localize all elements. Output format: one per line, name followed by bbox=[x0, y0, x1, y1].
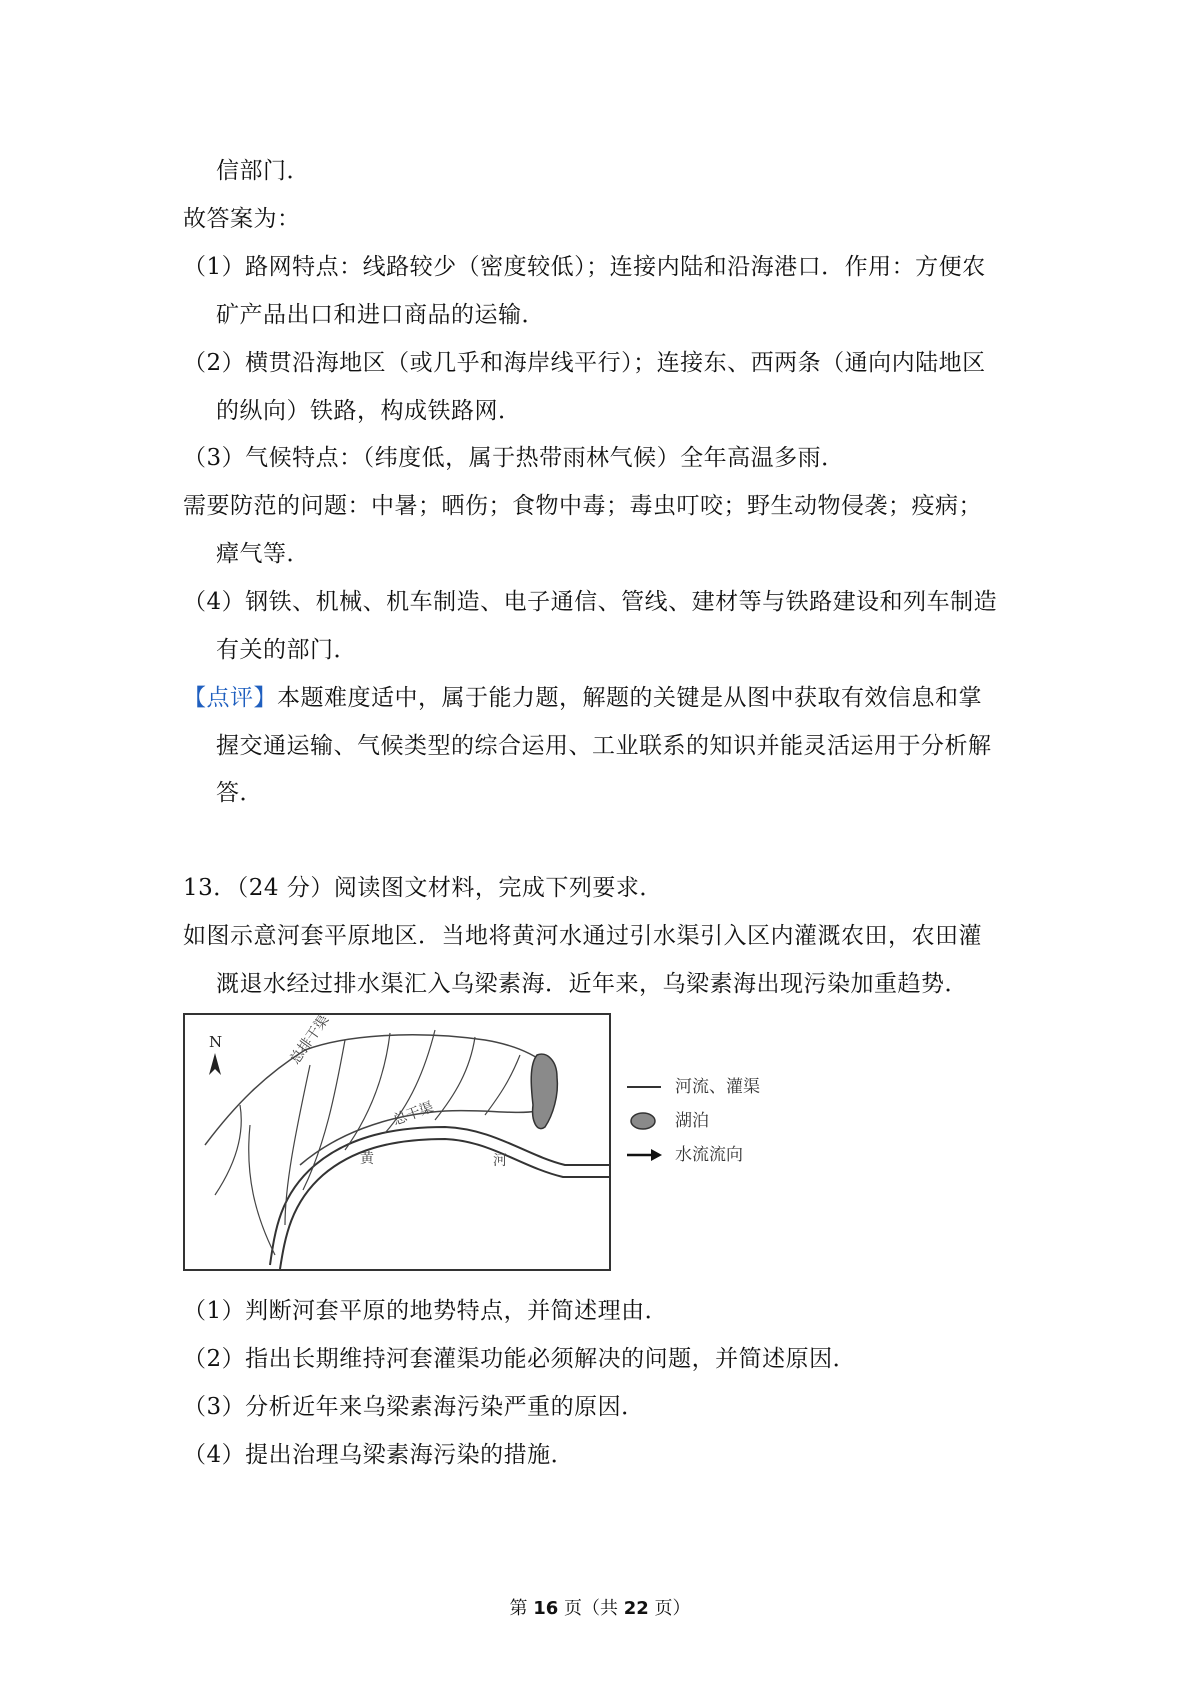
river-label-1: 黄 bbox=[360, 1151, 374, 1167]
page-number: 16 bbox=[533, 1598, 559, 1619]
review-line-2: 握交通运输、气候类型的综合运用、工业联系的知识并能灵活运用于分析解 bbox=[216, 733, 992, 759]
legend-lake bbox=[625, 1108, 785, 1134]
main-drain-label: 总排干渠 bbox=[287, 1015, 333, 1068]
arrow-icon bbox=[625, 1142, 665, 1168]
lake-wuliangsuhai bbox=[531, 1054, 557, 1128]
canal bbox=[285, 1065, 310, 1225]
line-icon bbox=[625, 1074, 665, 1100]
answer-3-line-2: 需要防范的问题：中暑；晒伤；食物中毒；毒虫叮咬；野生动物侵袭；疫病； bbox=[183, 493, 982, 519]
question-13-intro-line-2: 溉退水经过排水渠汇入乌梁素海．近年来，乌梁素海出现污染加重趋势． bbox=[216, 971, 968, 997]
question-13-intro-line-1: 如图示意河套平原地区．当地将黄河水通过引水渠引入区内灌溉农田，农田灌 bbox=[183, 923, 982, 949]
review-line-1 bbox=[183, 683, 982, 713]
footer-prefix: 第 bbox=[509, 1598, 528, 1619]
question-13-part-1: （1）判断河套平原的地势特点，并简述理由． bbox=[183, 1298, 669, 1324]
answer-3-line-3: 瘴气等． bbox=[216, 541, 310, 567]
answer-2-line-1: （2）横贯沿海地区（或几乎和海岸线平行）；连接东、西两条（通向内陆地区 bbox=[183, 350, 986, 376]
question-13-part-4: （4）提出治理乌梁素海污染的措施． bbox=[183, 1442, 575, 1468]
answer-1-line-1: （1）路网特点：线路较少（密度较低）；连接内陆和沿海港口．作用：方便农 bbox=[183, 254, 986, 280]
answer-intro: 故答案为： bbox=[183, 206, 301, 232]
answer-2-line-2: 的纵向）铁路，构成铁路网． bbox=[216, 398, 522, 424]
answer-4-line-2: 有关的部门． bbox=[216, 637, 357, 663]
canal bbox=[485, 1055, 520, 1115]
river-label-2: 河 bbox=[493, 1153, 507, 1169]
canal bbox=[435, 1037, 475, 1120]
footer-suffix: 页） bbox=[654, 1598, 691, 1619]
canal bbox=[215, 1105, 241, 1195]
review-line-3: 答． bbox=[216, 780, 263, 806]
hetao-plain-map bbox=[183, 1013, 611, 1271]
review-tag: 【点评】 bbox=[183, 685, 277, 711]
map-drawing bbox=[185, 1015, 609, 1269]
legend-flow bbox=[625, 1142, 785, 1168]
legend-label: 水流流向 bbox=[675, 1145, 743, 1165]
question-13-part-3: （3）分析近年来乌梁素海污染严重的原因． bbox=[183, 1394, 645, 1420]
page-footer bbox=[0, 1594, 1200, 1620]
answer-3-line-1: （3）气候特点：（纬度低，属于热带雨林气候）全年高温多雨． bbox=[183, 445, 845, 471]
legend-river-canal bbox=[625, 1074, 785, 1100]
canal bbox=[249, 1125, 275, 1255]
main-canal-label: 总干渠 bbox=[390, 1099, 436, 1129]
yellow-river-bank-south bbox=[280, 1139, 609, 1269]
lake-icon bbox=[625, 1108, 665, 1134]
legend-label: 湖泊 bbox=[675, 1111, 709, 1131]
continuation-line: 信部门． bbox=[216, 158, 310, 184]
answer-4-line-1: （4）钢铁、机械、机车制造、电子通信、管线、建材等与铁路建设和列车制造 bbox=[183, 589, 998, 615]
north-arrow-icon bbox=[209, 1053, 221, 1075]
north-label: N bbox=[209, 1033, 223, 1051]
review-text: 本题难度适中，属于能力题，解题的关键是从图中获取有效信息和掌 bbox=[277, 685, 982, 711]
main-drainage-canal bbox=[205, 1035, 547, 1145]
total-pages: 22 bbox=[623, 1598, 649, 1619]
canal bbox=[303, 1040, 345, 1190]
yellow-river-bank-north bbox=[270, 1127, 609, 1265]
footer-mid: 页（共 bbox=[564, 1598, 618, 1619]
answer-1-line-2: 矿产品出口和进口商品的运输． bbox=[216, 302, 545, 328]
legend-label: 河流、灌渠 bbox=[675, 1077, 760, 1097]
question-13-header: 13．（24 分）阅读图文材料，完成下列要求． bbox=[183, 875, 663, 901]
question-13-part-2: （2）指出长期维持河套灌渠功能必须解决的问题，并简述原因． bbox=[183, 1346, 857, 1372]
